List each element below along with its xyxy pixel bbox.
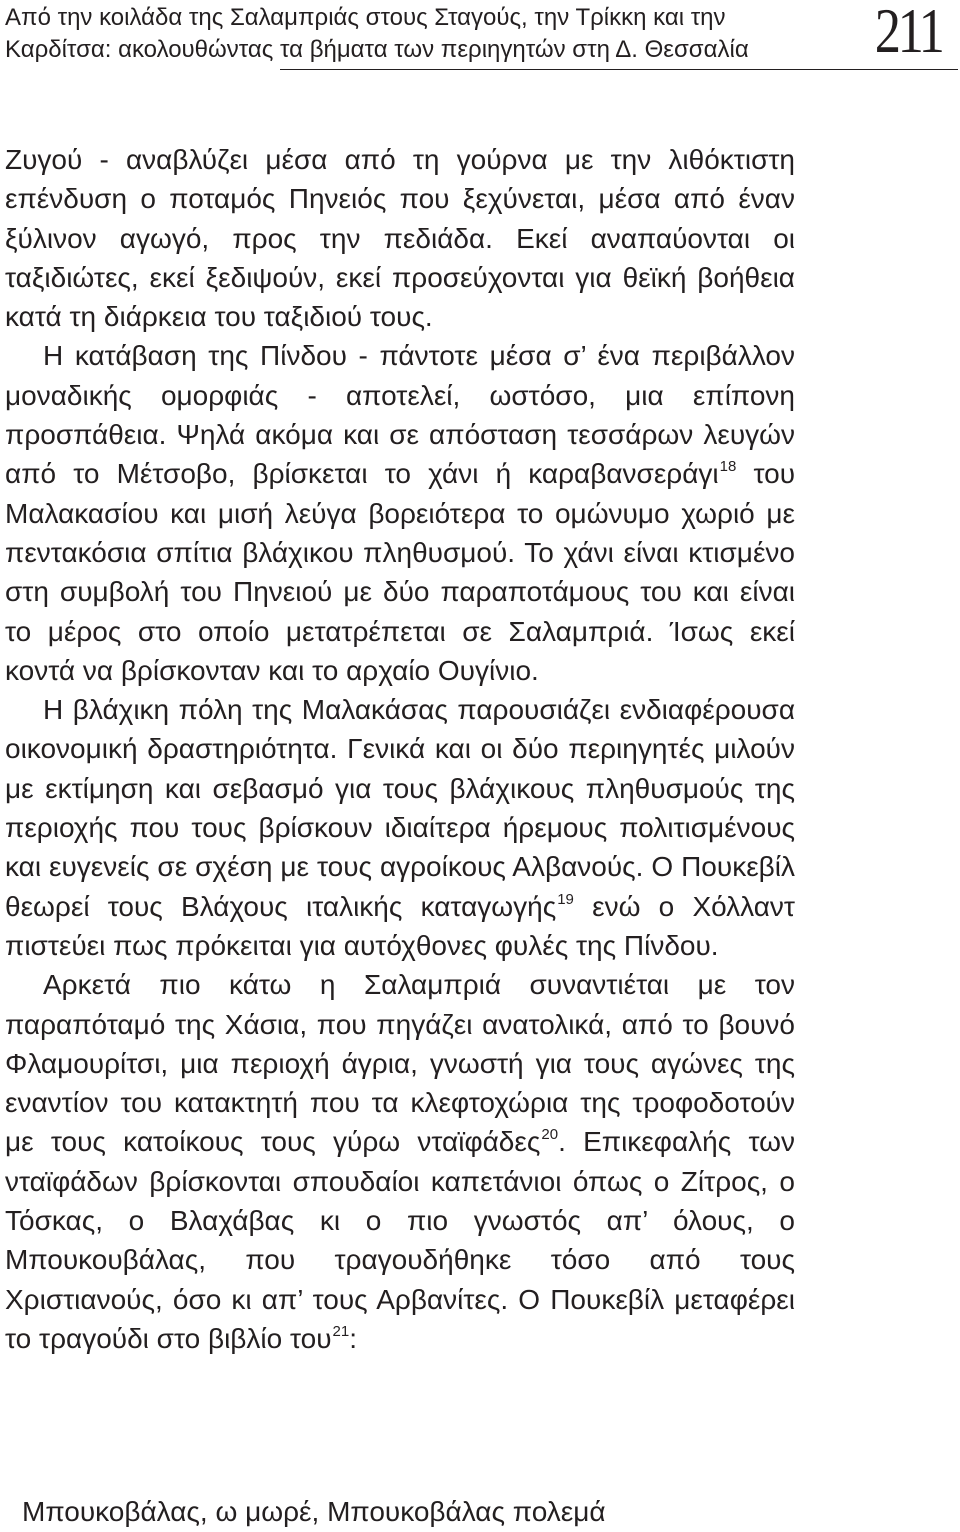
text-run: Η βλάχικη πόλη της Μαλακάσας παρουσιάζει ενδιαφέρουσα οικονομική δραστηριότητα. Γενικά και οι δύο περιηγητές μιλούν με εκτίμηση και σεβασμό για τους βλάχικους πληθυσμούς της περιοχής που τους βρίσκουν ιδιαίτερα ήρεμους πολιτισμένους και ευγενείς σε σχέση με τους αγροίκους Αλβανούς. Ο Πουκεβίλ θεωρεί τους Βλάχους ιταλικής καταγωγής [5,694,795,922]
text-run: Ζυγού - αναβλύζει μέσα από τη γούρνα με την λιθόκτιστη επένδυση ο ποταμός Πηνειός που ξεχύνεται, μέσα από έναν ξύλινον αγωγό, προς την πεδιάδα. Εκεί αναπαύονται οι ταξιδιώτες, εκεί ξεδιψούν, εκεί προσεύχονται για θεϊκή βοήθεια κατά τη διάρκεια του ταξιδιού τους. [5,144,795,333]
paragraph-2 [5,336,795,690]
paragraph-4 [5,965,795,1358]
paragraph-3 [5,690,795,965]
paragraph-1 [5,140,795,336]
footnote-ref-19: 19 [557,890,574,908]
running-head: Από την κοιλάδα της Σαλαμπριάς στους Σταγούς, την Τρίκκη και την Καρδίτσα: ακολουθώντας τα βήματα των περιηγητών στη Δ. Θεσσαλία [5,4,749,63]
footnote-ref-20: 20 [541,1126,559,1144]
text-run: ενώ ο Χόλλαντ πιστεύει πως πρόκειται για αυτόχθονες φυλές της Πίνδου. [5,890,795,961]
verse-line: Μπουκοβάλας, ω μωρέ, Μπουκοβάλας πολεμά [22,1496,606,1527]
body-text [5,140,795,1358]
page-header [0,0,960,72]
text-run: : [349,1322,357,1354]
text-run: Η κατάβαση της Πίνδου - πάντοτε μέσα σ’ ένα περιβάλλον μοναδικής ομορφιάς - αποτελεί, ωστόσο, μια επίπονη προσπάθεια. Ψηλά ακόμα και σε απόσταση τεσσάρων λευγών από το Μέτσοβο, βρίσκεται το χάνι ή καραβανσεράγι [5,340,795,490]
page-number: 211 [875,0,942,66]
text-run: . Επικεφαλής των νταϊφάδων βρίσκονται σπουδαίοι καπετάνιοι όπως ο Ζίτρος, ο Τόσκας, ο Βλαχάβας κι ο πιο γνωστός απ’ όλους, ο Μπουκουβάλας, που τραγουδήθηκε τόσο από τους Χριστιανούς, όσο κι απ’ τους Αρβανίτες. Ο Πουκεβίλ μεταφέρει το τραγούδι στο βιβλίο του [5,1126,795,1354]
text-run: του Μαλακασίου και μισή λεύγα βορειότερα το ομώνυμο χωριό με πεντακόσια σπίτια βλάχικου πληθυσμού. Το χάνι είναι κτισμένο στη συμβολή του Πηνειού με δύο παραποτάμους του και είναι το μέρος στο οποίο μετατρέπεται σε Σαλαμπριά. Ίσως εκεί κοντά να βρίσκονταν και το αρχαίο Ουγίνιο. [5,458,796,686]
footnote-ref-18: 18 [719,458,737,476]
footnote-ref-21: 21 [332,1322,350,1340]
text-run: Αρκετά πιο κάτω η Σαλαμπριά συναντιέται με τον παραπόταμό της Χάσια, που πηγάζει ανατολικά, από το βουνό Φλαμουρίτσι, μια περιοχή άγρια, γνωστή για τους αγώνες της εναντίον του κατακτητή που τα κλεφτοχώρια της τροφοδοτούν με τους κατοίκους τους γύρω νταϊφάδες [5,969,795,1158]
header-rule [280,69,958,70]
